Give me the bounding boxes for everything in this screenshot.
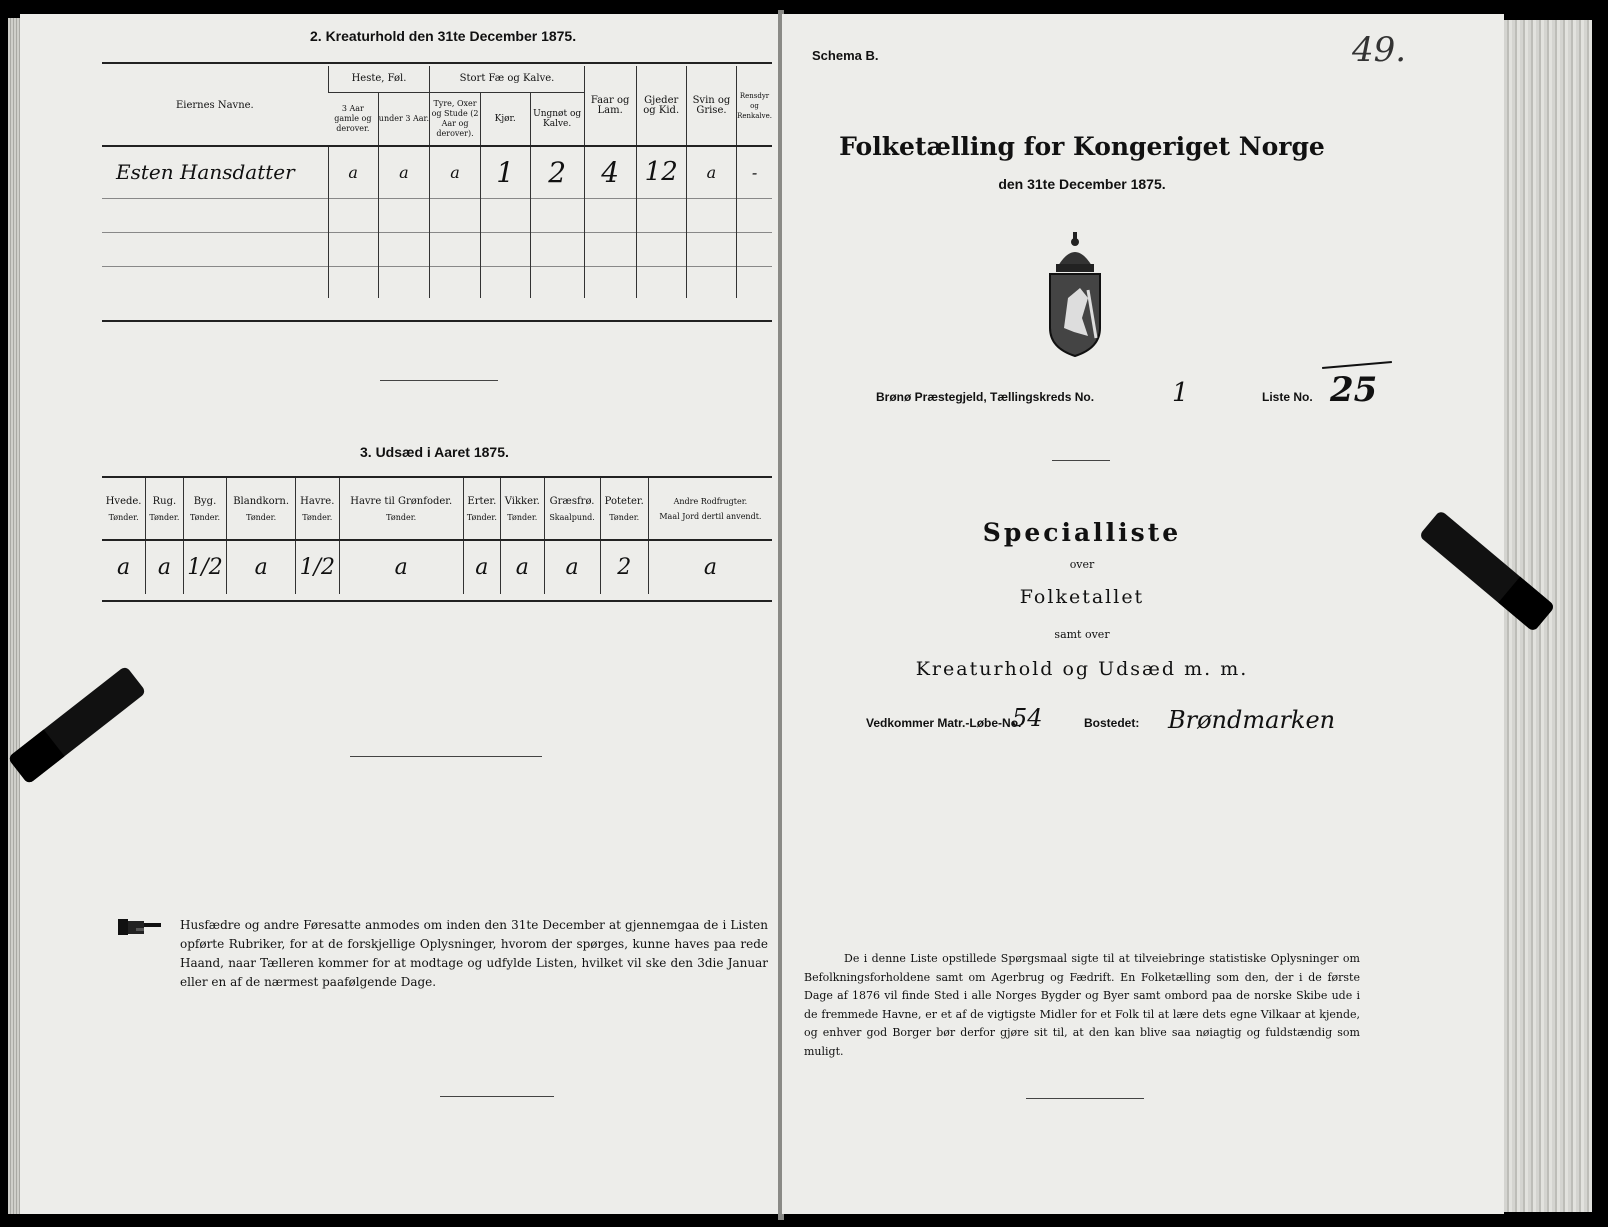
seed-value: 1/2 xyxy=(295,540,339,594)
kreaturhold-text: Kreaturhold og Udsæd m. m. xyxy=(915,658,1249,680)
seed-table xyxy=(102,478,772,594)
table-row xyxy=(102,540,772,594)
seed-col-header xyxy=(648,478,772,540)
seed-col-name: Poteter. xyxy=(604,495,644,507)
horses-young-header: under 3 Aar. xyxy=(378,92,430,146)
seed-value: a xyxy=(463,540,500,594)
samt-over-text: samt over xyxy=(1054,628,1110,641)
young-cattle-header: Ungnøt og Kalve. xyxy=(530,92,584,146)
horses-group-header: Heste, Føl. xyxy=(328,66,430,92)
seed-col-unit: Tønder. xyxy=(466,512,497,522)
horses-young-value: a xyxy=(378,146,430,198)
bulls-value: a xyxy=(430,146,480,198)
seed-col-name: Andre Rodfrugter. xyxy=(673,496,748,506)
seed-col-header xyxy=(339,478,463,540)
norway-coat-of-arms-icon xyxy=(1044,228,1106,358)
seed-col-name: Erter. xyxy=(467,495,497,507)
seed-col-unit: Tønder. xyxy=(386,512,417,522)
page-number: 49. xyxy=(1352,30,1407,70)
seed-col-header xyxy=(102,478,146,540)
seed-col-name: Havre. xyxy=(300,495,335,507)
seed-value: a xyxy=(339,540,463,594)
seed-col-unit: Tønder. xyxy=(149,512,180,522)
seed-value: a xyxy=(501,540,545,594)
seed-value: a xyxy=(227,540,295,594)
right-page xyxy=(782,14,1504,1214)
seed-col-name: Blandkorn. xyxy=(233,495,290,507)
specialliste-heading: Specialliste xyxy=(982,518,1182,547)
seed-col-header xyxy=(146,478,183,540)
horses-old-header: 3 Aar gamle og derover. xyxy=(334,103,372,133)
seed-col-header xyxy=(501,478,545,540)
cattle-group-header: Stort Fæ og Kalve. xyxy=(430,66,584,92)
seed-col-header xyxy=(227,478,295,540)
section3-title: 3. Udsæd i Aaret 1875. xyxy=(360,444,509,460)
seed-col-header xyxy=(463,478,500,540)
document-date: den 31te December 1875. xyxy=(998,176,1166,192)
seed-col-unit: Maal Jord dertil anvendt. xyxy=(659,511,762,521)
district-number: 1 xyxy=(1172,378,1189,408)
list-label: Liste No. xyxy=(1262,390,1313,404)
sheep-value: 4 xyxy=(584,146,636,198)
seed-value: 2 xyxy=(600,540,648,594)
seed-col-name: Græsfrø. xyxy=(549,495,595,507)
intro-text: De i denne Liste opstillede Spørgsmaal sigte til at tilveiebringe statistiske Oplysninger om Befolkningsforholdene samt om Agerbrug og Fædrift. En Folketælling som den, der i de første Dage af 1876 vil finde Sted i alle Norges Bygder og Byer samt ombord paa de norske Skibe ude i de fremmede Havne, er et af de vigtigste Midler for et Folk til at lære dets egne Vilkaar at kjende, og enhver god Borger bør derfor gjøre sit til, at den kan blive saa nøiagtig og fuldstændig som muligt. xyxy=(804,952,1360,1058)
seed-col-unit: Skaalpund. xyxy=(549,512,595,522)
livestock-table xyxy=(102,66,772,298)
bosted-value: Brøndmarken xyxy=(1168,706,1336,734)
list-number: 25 xyxy=(1330,370,1378,410)
bosted-label: Bostedet: xyxy=(1084,716,1140,730)
seed-value: a xyxy=(146,540,183,594)
seed-col-name: Vikker. xyxy=(504,495,540,507)
seed-col-name: Hvede. xyxy=(105,495,142,507)
seed-col-unit: Tønder. xyxy=(246,512,277,522)
owner-header: Eiernes Navne. xyxy=(175,100,254,111)
parish-label: Brønø Præstegjeld, Tællingskreds No. xyxy=(876,390,1095,404)
folketallet-text: Folketallet xyxy=(1019,586,1145,608)
section2-title: 2. Kreaturhold den 31te December 1875. xyxy=(310,28,577,44)
seed-col-unit: Tønder. xyxy=(108,512,139,522)
seed-col-unit: Tønder. xyxy=(609,512,640,522)
seed-value: 1/2 xyxy=(183,540,227,594)
seed-value: a xyxy=(544,540,600,594)
seed-col-name: Byg. xyxy=(193,495,217,507)
owner-name: Esten Hansdatter xyxy=(116,160,295,185)
seed-col-header xyxy=(600,478,648,540)
left-page xyxy=(20,14,780,1214)
cows-header: Kjør. xyxy=(480,92,530,146)
document-title: Folketælling for Kongeriget Norge xyxy=(839,132,1325,161)
seed-col-name: Rug. xyxy=(152,495,177,507)
seed-col-unit: Tønder. xyxy=(507,512,538,522)
seed-col-header xyxy=(295,478,339,540)
goats-header: Gjeder og Kid. xyxy=(636,66,686,146)
pigs-value: a xyxy=(686,146,736,198)
cows-value: 1 xyxy=(480,146,530,198)
schema-label: Schema B. xyxy=(812,48,879,63)
pointing-hand-icon xyxy=(116,916,162,938)
matr-label: Vedkommer Matr.-Løbe-No. xyxy=(866,716,1022,730)
seed-col-header xyxy=(183,478,227,540)
seed-value: a xyxy=(648,540,772,594)
sheep-header: Faar og Lam. xyxy=(584,66,636,146)
reindeer-value: - xyxy=(737,146,772,198)
seed-value: a xyxy=(117,555,131,580)
pigs-header: Svin og Grise. xyxy=(686,66,736,146)
seed-col-unit: Tønder. xyxy=(302,512,333,522)
seed-col-unit: Tønder. xyxy=(189,512,220,522)
table-row xyxy=(102,146,772,198)
bulls-header: Tyre, Oxer og Stude (2 Aar og derover). xyxy=(430,92,480,146)
horses-old-value: a xyxy=(328,146,378,198)
notice-text: Husfædre og andre Føresatte anmodes om inden den 31te December at gjennemgaa de i Listen opførte Rubriker, for at de forskjellige Oplysninger, hvorom der spørges, kunne haves paa rede Haand, naar Tælleren kommer for at modtage og udfylde Listen, hvilket vil ske den 3die Januar eller en af de nærmest paafølgende Dage. xyxy=(180,918,768,989)
seed-col-name: Havre til Grønfoder. xyxy=(350,495,453,507)
young-cattle-value: 2 xyxy=(530,146,584,198)
seed-col-header xyxy=(544,478,600,540)
goats-value: 12 xyxy=(636,146,686,198)
matr-number: 54 xyxy=(1012,704,1043,732)
over-text-1: over xyxy=(1069,558,1095,571)
reindeer-header: Rensdyr og Renkalve. xyxy=(737,66,772,146)
